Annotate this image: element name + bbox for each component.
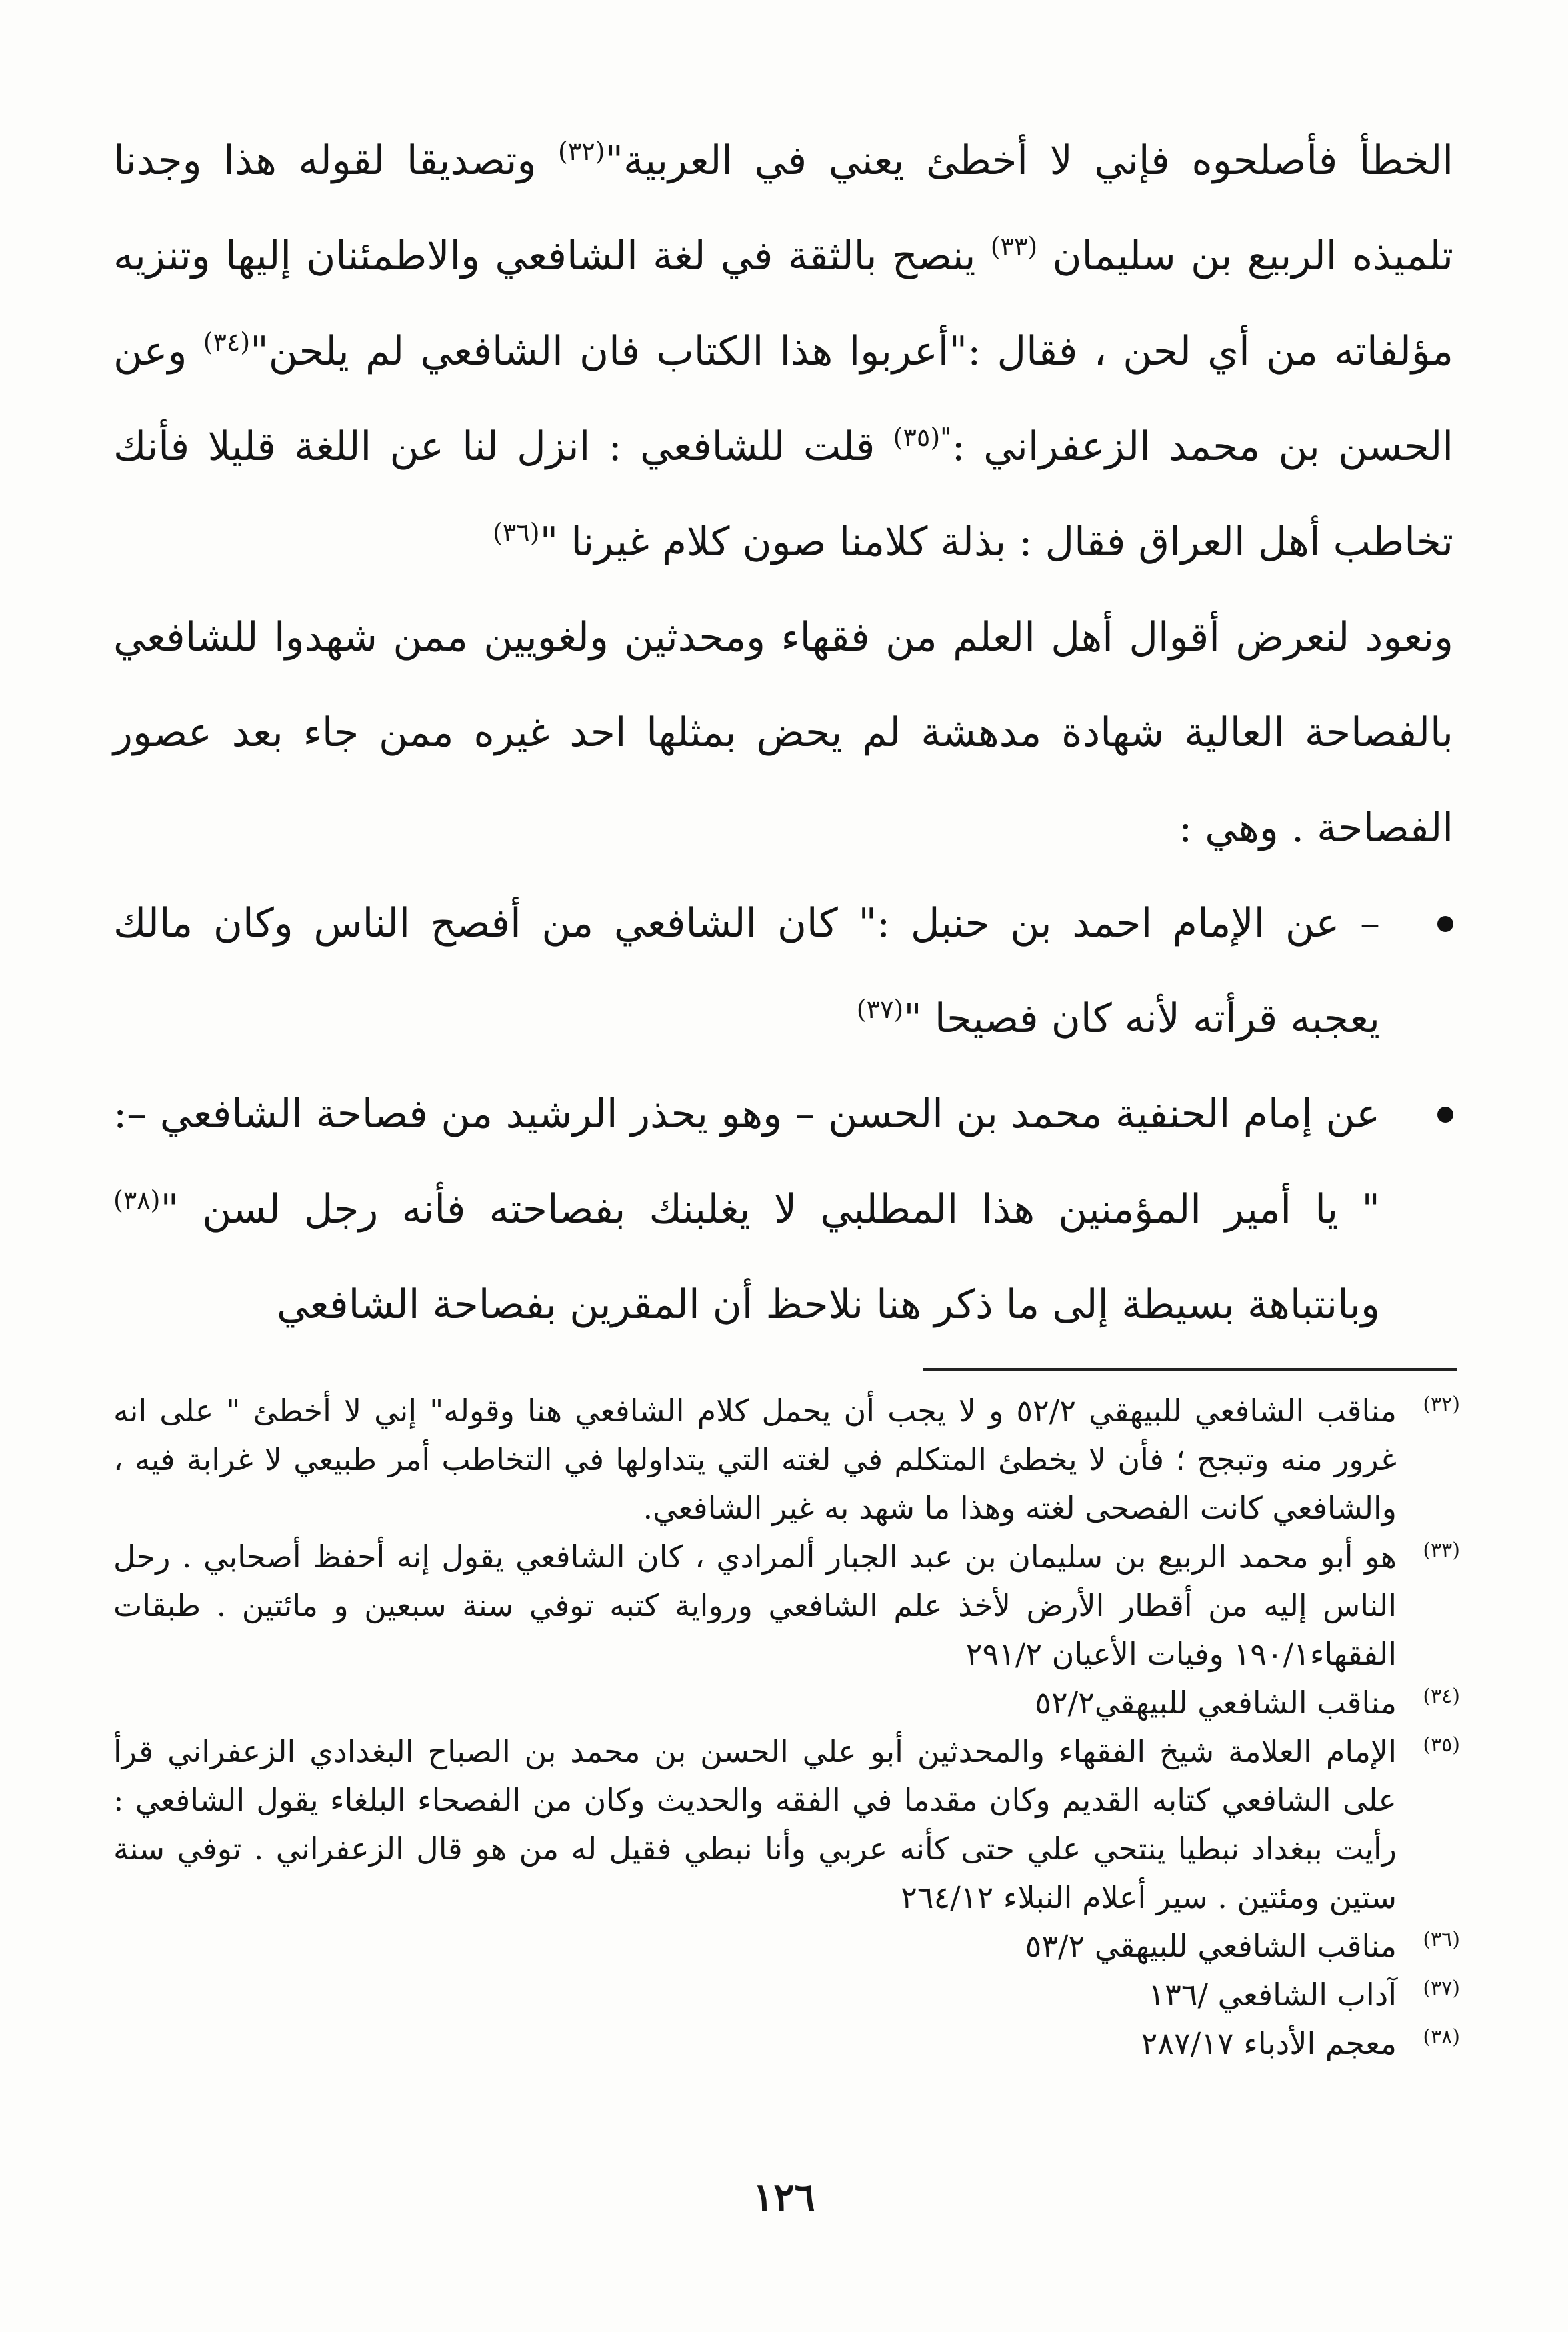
footnote-ref: (٣٢)	[557, 137, 605, 166]
bullet-text: – عن الإمام احمد بن حنبل :" كان الشافعي من أفصح الناس وكان مالك يعجبه قرأته لأنه كان فصيحا "	[113, 900, 1380, 1042]
footnote-ref: (٣٤)	[203, 327, 251, 357]
footnote-number: (٣٨)	[1423, 2025, 1460, 2049]
footnote	[113, 1533, 1460, 1679]
bullet-item	[113, 876, 1453, 1067]
footnote-number: (٣٦)	[1423, 1928, 1460, 1951]
footnote-text: آداب الشافعي /١٣٦	[1148, 1977, 1397, 2013]
paragraph	[113, 113, 1453, 590]
footnotes	[113, 1387, 1460, 2068]
footnote-text: مناقب الشافعي للبيهقي ٥٣/٢	[1025, 1928, 1397, 1964]
footnote-ref: (٣٣)	[990, 232, 1038, 261]
footnote-ref: (٣٧)	[856, 995, 904, 1024]
paragraph-text: وتصديقا لقوله هذا وجدنا تلميذه الربيع بن سليمان	[113, 137, 1453, 279]
paragraph: ونعود لنعرض أقوال أهل العلم من فقهاء ومحدثين ولغويين ممن شهدوا للشافعي بالفصاحة العالية شهادة مدهشة لم يحض بمثلها احد غيره ممن جاء بعد عصور الفصاحة . وهي :	[113, 614, 1453, 851]
footnote	[113, 1727, 1460, 1922]
footnote-text: مناقب الشافعي للبيهقي ٥٢/٢ و لا يجب أن يحمل كلام الشافعي هنا وقوله" إني لا أخطئ " على انه غرور منه وتبجح ؛ فأن لا يخطئ المتكلم في لغته التي يتداولها في التخاطب أمر طبيعي لا غرابة فيه ، والشافعي كانت الفصحى لغته وهذا ما شهد به غير الشافعي.	[113, 1393, 1397, 1526]
footnote-text: معجم الأدباء ٢٨٧/١٧	[1141, 2025, 1397, 2061]
footnote-ref: (٣٦)	[493, 518, 540, 547]
footnote-text: مناقب الشافعي للبيهقي٥٢/٢	[1035, 1685, 1397, 1721]
paragraph-text: الخطأ فأصلحوه فإني لا أخطئ يعني في العربية"	[605, 137, 1453, 184]
bullet-text: وبانتباهة بسيطة إلى ما ذكر هنا نلاحظ أن المقرين بفصاحة الشافعي	[277, 1281, 1380, 1328]
footnote-text: الإمام العلامة شيخ الفقهاء والمحدثين أبو علي الحسن بن محمد بن الصباح البغدادي الزعفراني قرأ على الشافعي كتابه القديم وكان مقدما في الفقه والحديث وكان من الفصحاء البلغاء يقول الشافعي : رأيت ببغداد نبطيا ينتحي علي حتى كأنه عربي وأنا نبطي فقيل له من هو قال الزعفراني . توفي سنة ستين ومئتين . سير أعلام النبلاء ٢٦٤/١٢	[113, 1733, 1397, 1915]
footnote	[113, 1387, 1460, 1533]
footnote-ref: (٣٨)	[113, 1185, 161, 1215]
footnote	[113, 1679, 1460, 1727]
footnote-divider	[923, 1368, 1457, 1371]
footnote-number: (٣٣)	[1423, 1539, 1460, 1562]
page-number: ١٢٦	[753, 2175, 815, 2220]
footnote	[113, 1971, 1460, 2019]
footnote-text: هو أبو محمد الربيع بن سليمان بن عبد الجبار ألمرادي ، كان الشافعي يقول إنه أحفظ أصحابي . رحل الناس إليه من أقطار الأرض لأخذ علم الشافعي ورواية كتبه توفي سنة سبعين و مائتين . طبقات الفقهاء١٩٠/١ وفيات الأعيان ٢٩١/٢	[113, 1539, 1397, 1672]
footnote-number: (٣٧)	[1423, 1977, 1460, 2000]
bullet-icon	[1437, 1107, 1453, 1123]
bullet-item	[113, 1067, 1453, 1353]
bullet-icon	[1437, 916, 1453, 932]
paragraph-text: قلت للشافعي : انزل لنا عن اللغة قليلا فأنك تخاطب أهل العراق فقال : بذلة كلامنا صون كلام غيرنا "	[113, 423, 1453, 565]
bullet-text: عن إمام الحنفية محمد بن الحسن – وهو يحذر الرشيد من فصاحة الشافعي –: " يا أمير المؤمنين هذا المطلبي لا يغلبنك بفصاحته فأنه رجل لسن "	[113, 1091, 1380, 1233]
footnote	[113, 1922, 1460, 1971]
footnote-ref: "(٣٥)	[893, 423, 952, 452]
footnote-number: (٣٢)	[1423, 1393, 1460, 1416]
footnote-number: (٣٥)	[1423, 1733, 1460, 1757]
footnote-number: (٣٤)	[1423, 1685, 1460, 1708]
paragraph-text: وعن الحسن بن محمد الزعفراني :	[113, 328, 1453, 470]
footnote	[113, 2019, 1460, 2068]
main-text	[113, 113, 1453, 1353]
paragraph-text: ينصح بالثقة في لغة الشافعي والاطمئنان إليها وتنزيه مؤلفاته من أي لحن ، فقال :"أعربوا هذا الكتاب فان الشافعي لم يلحن"	[113, 233, 1453, 375]
